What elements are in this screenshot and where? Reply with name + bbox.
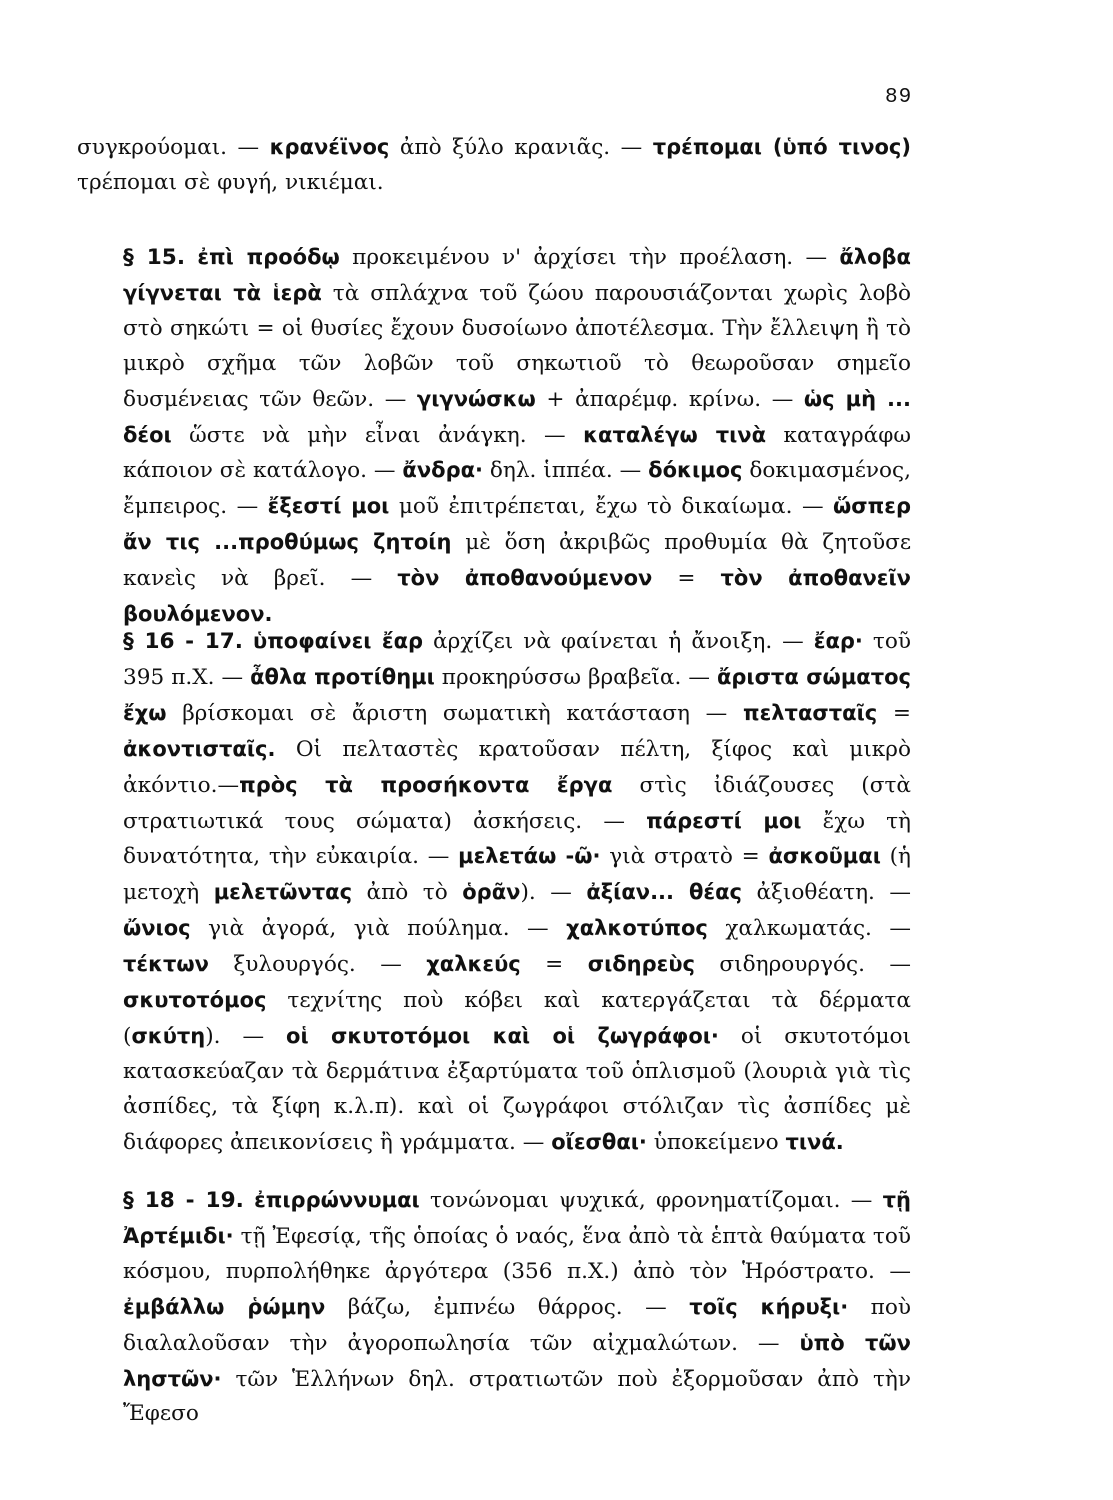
lemma: τέκτων xyxy=(123,952,209,977)
text: Οἱ πελταστὲς κρατοῦσαν πέλτη, ξίφος καὶ μικρὸ ἀκόντιο.— xyxy=(123,736,911,798)
lemma: ἀσκοῦμαι xyxy=(768,844,881,869)
lemma: ἀξίαν... θέας xyxy=(586,880,742,905)
text: γιὰ στρατὸ = xyxy=(600,844,769,870)
lemma: χαλκοτύπος xyxy=(566,916,708,941)
lemma: ἄριστα σώματος ἔχω xyxy=(123,664,911,725)
lemma: κρανέϊνος xyxy=(269,135,390,159)
lemma: ἐπιρρώννυμαι xyxy=(254,1188,420,1212)
text: = xyxy=(520,952,588,978)
text: γιὰ ἀγορά, γιὰ πούλημα. — xyxy=(190,916,567,942)
text: + ἀπαρέμφ. κρίνω. — xyxy=(535,386,804,412)
text: δηλ. ἱππέα. — xyxy=(483,458,649,484)
text: = xyxy=(652,566,721,592)
text: ἀπὸ ξύλο κρανιᾶς. — xyxy=(389,135,653,160)
section-16-17 xyxy=(77,624,911,1161)
text: τοῦ 395 π.Χ. — xyxy=(123,629,911,690)
lemma: γιγνώσκω xyxy=(416,386,536,411)
lemma: σκυτοτόμος xyxy=(123,988,267,1013)
section-15 xyxy=(77,240,911,633)
text: προκηρύσσω βραβεῖα. — xyxy=(434,664,717,690)
text: ὑποκείμενο xyxy=(646,1129,786,1155)
lemma: ὑποφαίνει ἔαρ xyxy=(253,629,424,653)
section-heading: § 16 - 17. xyxy=(123,629,244,654)
lemma: ἐπὶ προόδῳ xyxy=(197,245,340,269)
lemma: πάρεστί μοι xyxy=(646,808,802,833)
lemma: τοῖς κήρυξι· xyxy=(689,1294,849,1319)
lemma: τινά. xyxy=(785,1129,844,1154)
page-number: 89 xyxy=(885,86,913,109)
lemma: ἐμβάλλω ῥώμην xyxy=(123,1294,326,1319)
lemma: ἀκοντισταῖς. xyxy=(123,736,276,761)
lemma: ἄνδρα· xyxy=(402,458,484,483)
text: ἀρχίζει νὰ φαίνεται ἡ ἄνοιξη. — xyxy=(423,629,814,654)
lemma: δόκιμος xyxy=(648,458,743,483)
text: ποὺ διαλαλοῦσαν τὴν ἀγοροπωλησία τῶν αἰχμαλώτων. — xyxy=(123,1294,912,1356)
text: (ἡ μετοχὴ xyxy=(123,844,911,906)
text: καταγράφω κάποιον σὲ κατάλογο. — xyxy=(123,422,911,484)
lemma: ἄλοβα γίγνεται τὰ ἱερὰ xyxy=(123,245,911,305)
lemma: ὤνιος xyxy=(123,916,191,941)
lemma: οἴεσθαι· xyxy=(551,1129,647,1154)
text: συγκρούομαι. — xyxy=(77,135,270,160)
lemma: μελετάω -ῶ· xyxy=(458,844,601,869)
lemma: πρὸς τὰ προσήκοντα ἔργα xyxy=(239,772,613,797)
text: βρίσκομαι σὲ ἄριστη σωματικὴ κατάσταση — xyxy=(166,700,743,726)
text: ἔχω τὴ δυνατότητα, τὴν εὐκαιρία. — xyxy=(123,808,911,870)
lemma: ὑπὸ τῶν ληστῶν· xyxy=(123,1330,911,1391)
section-heading: § 15. xyxy=(123,245,186,270)
lemma: ὁρᾶν xyxy=(462,880,521,905)
section-heading: § 18 - 19. xyxy=(123,1188,244,1213)
text: δοκιμασμένος, ἔμπειρος. — xyxy=(123,458,911,520)
lemma: χαλκεύς xyxy=(426,952,521,977)
lemma: πελτασταῖς xyxy=(742,700,878,725)
lemma: ὥσπερ ἄν τις ...προθύμως ζητοίη xyxy=(123,494,911,555)
lemma: σκύτη xyxy=(131,1023,206,1048)
lemma: τῇ Ἀρτέμιδι· xyxy=(123,1188,911,1248)
lemma: οἱ σκυτοτόμοι καὶ οἱ ζωγράφοι· xyxy=(286,1023,719,1048)
text: ὥστε νὰ μὴν εἶναι ἀνάγκη. — xyxy=(171,422,584,448)
text: τονώνομαι ψυχικά, φρονηματίζομαι. — xyxy=(419,1188,883,1213)
lemma: καταλέγω τινὰ xyxy=(583,422,767,447)
text: ξυλουργός. — xyxy=(208,952,427,978)
text: τὰ σπλάχνα τοῦ ζώου παρουσιάζονται χωρὶς λοβὸ στὸ σηκώτι = οἱ θυσίες ἔχουν δυσοίωνο ἀποτέλεσμα. Τὴν ἔλλειψη ἢ τὸ μικρὸ σχῆμα τῶν λοβῶν τοῦ σηκωτιοῦ τὸ θεωροῦσαν σημεῖο δυσμένειας τῶν θεῶν. — xyxy=(123,280,911,412)
section-18-19 xyxy=(77,1183,911,1432)
text: τῇ Ἐφεσίᾳ, τῆς ὁποίας ὁ ναός, ἕνα ἀπὸ τὰ ἑπτὰ θαύματα τοῦ κόσμου, πυρπολήθηκε ἀργότερα (356 π.Χ.) ἀπὸ τὸν Ἡρόστρατο. — xyxy=(123,1223,911,1284)
text: μοῦ ἐπιτρέπεται, ἔχω τὸ δικαίωμα. — xyxy=(389,494,834,520)
lemma: ὡς μὴ ... δέοι xyxy=(123,386,911,447)
text: σιδηρουργός. — xyxy=(695,952,911,978)
text: ἀπὸ τὸ xyxy=(352,880,463,906)
lemma: τὸν ἀποθανούμενον xyxy=(397,566,653,591)
lemma: μελετῶντας xyxy=(213,880,353,905)
text: = xyxy=(877,700,911,726)
text: οἱ σκυτοτόμοι κατασκεύαζαν τὰ δερμάτινα ἐξαρτύματα τοῦ ὁπλισμοῦ (λουριὰ γιὰ τὶς ἀσπίδες, τὰ ξίφη κ.λ.π). καὶ οἱ ζωγράφοι στόλιζαν τὶς ἀσπίδες μὲ διάφορες ἀπεικονίσεις ἢ γράμματα. — xyxy=(123,1023,911,1155)
paragraph-continuation xyxy=(77,130,911,201)
text: τεχνίτης ποὺ κόβει καὶ κατεργάζεται τὰ δέρματα ( xyxy=(123,988,911,1049)
lemma: τρέπομαι (ὑπό τινος) xyxy=(652,135,911,159)
text: βάζω, ἐμπνέω θάρρος. — xyxy=(325,1294,690,1320)
text: προκειμένου ν' ἀρχίσει τὴν προέλαση. — xyxy=(339,245,840,270)
text: τῶν Ἑλλήνων δηλ. στρατιωτῶν ποὺ ἐξορμοῦσαν ἀπὸ τὴν Ἔφεσο xyxy=(123,1366,911,1427)
text: τρέπομαι σὲ φυγή, νικιέμαι. xyxy=(77,169,384,195)
lemma: σιδηρεὺς xyxy=(587,952,695,977)
lemma: ἆθλα προτίθημι xyxy=(250,664,435,689)
lemma: ἔαρ· xyxy=(813,629,863,653)
text: ). — xyxy=(205,1023,287,1049)
text: μὲ ὅση ἀκριβῶς προθυμία θὰ ζητοῦσε κανεὶς νὰ βρεῖ. — xyxy=(123,530,912,592)
text: ). — xyxy=(520,880,587,906)
text: ἀξιοθέατη. — xyxy=(741,880,911,906)
lemma: ἔξεστί μοι xyxy=(267,494,390,519)
lemma: τὸν ἀποθανεῖν βουλόμενον. xyxy=(123,566,911,627)
text: χαλκωματάς. — xyxy=(707,916,911,942)
text: στὶς ἰδιάζουσες (στὰ στρατιωτικά τους σώματα) ἀσκήσεις. — xyxy=(123,772,912,834)
